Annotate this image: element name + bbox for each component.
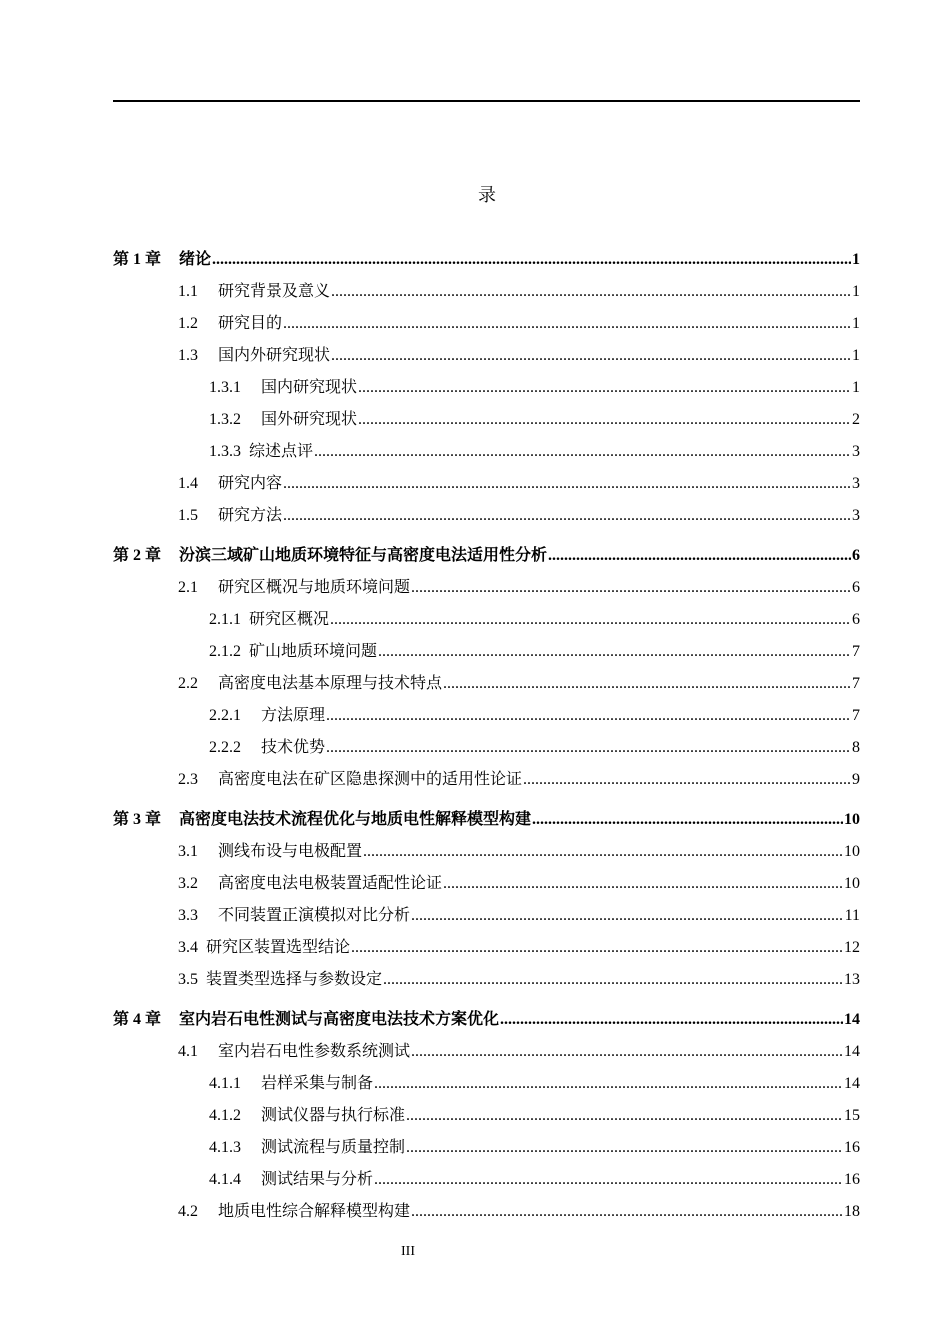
toc-dot-leader [374, 1164, 843, 1196]
toc-dot-leader [374, 1068, 843, 1100]
toc-entry-number: 1.1 [178, 283, 198, 300]
toc-entry-number: 1.5 [178, 507, 198, 524]
toc-entry-title: 国内研究现状 [261, 379, 358, 396]
toc-entry-number: 4.1 [178, 1043, 198, 1060]
toc-entry-title: 汾滨三域矿山地质环境特征与高密度电法适用性分析 [179, 547, 548, 564]
toc-entry-number: 2.1 [178, 579, 198, 596]
toc-section-entry[interactable] [113, 468, 860, 500]
toc-entry-number: 1.3.3 [209, 443, 241, 460]
toc-dot-leader [532, 804, 843, 836]
toc-dot-leader [330, 604, 851, 636]
toc-dot-leader [314, 436, 851, 468]
toc-entry-title: 测试流程与质量控制 [261, 1139, 406, 1156]
toc-entry-number: 第 2 章 [113, 547, 162, 564]
toc-dot-leader [383, 964, 843, 996]
toc-entry-title: 绪论 [179, 251, 212, 268]
toc-entry-title: 研究区概况 [249, 611, 330, 628]
toc-entry-page: 1 [852, 283, 860, 300]
toc-entry-title: 研究背景及意义 [218, 283, 331, 300]
toc-dot-leader [283, 500, 851, 532]
toc-entry-page: 10 [844, 811, 860, 828]
toc-entry-page: 10 [844, 843, 860, 860]
toc-entry-number: 3.3 [178, 907, 198, 924]
toc-subsection-entry[interactable] [113, 1100, 860, 1132]
toc-dot-leader [326, 700, 851, 732]
toc-section-entry[interactable] [113, 308, 860, 340]
toc-entry-number: 1.4 [178, 475, 198, 492]
toc-dot-leader [406, 1100, 843, 1132]
toc-dot-leader [351, 932, 843, 964]
toc-entry-page: 10 [844, 875, 860, 892]
toc-entry-page: 6 [852, 579, 860, 596]
toc-entry-page: 2 [852, 411, 860, 428]
toc-chapter-entry[interactable] [113, 804, 860, 836]
toc-entry-title: 地质电性综合解释模型构建 [218, 1203, 411, 1220]
toc-entry-number: 1.3.1 [209, 379, 241, 396]
toc-entry-page: 6 [852, 611, 860, 628]
toc-entry-number: 1.2 [178, 315, 198, 332]
toc-entry-number: 2.3 [178, 771, 198, 788]
toc-chapter-entry[interactable] [113, 540, 860, 572]
toc-entry-title: 国外研究现状 [261, 411, 358, 428]
toc-entry-title: 测试结果与分析 [261, 1171, 374, 1188]
toc-section-entry[interactable] [113, 1036, 860, 1068]
toc-dot-leader [411, 900, 844, 932]
toc-section-entry[interactable] [113, 668, 860, 700]
toc-entry-number: 2.2.1 [209, 707, 241, 724]
toc-entry-page: 14 [844, 1075, 860, 1092]
toc-entry-number: 第 1 章 [113, 251, 162, 268]
toc-dot-leader [326, 732, 851, 764]
toc-entry-number: 2.1.1 [209, 611, 241, 628]
toc-chapter-entry[interactable] [113, 1004, 860, 1036]
toc-entry-page: 7 [852, 675, 860, 692]
toc-entry-number: 第 4 章 [113, 1011, 162, 1028]
toc-dot-leader [378, 636, 851, 668]
toc-section-entry[interactable] [113, 1196, 860, 1228]
toc-entry-page: 1 [852, 251, 860, 268]
toc-entry-title: 装置类型选择与参数设定 [206, 971, 383, 988]
toc-entry-title: 高密度电法在矿区隐患探测中的适用性论证 [218, 771, 523, 788]
toc-dot-leader [331, 276, 851, 308]
toc-entry-title: 研究方法 [218, 507, 283, 524]
toc-entry-number: 3.5 [178, 971, 198, 988]
toc-dot-leader [283, 468, 851, 500]
toc-entry-number: 4.1.4 [209, 1171, 241, 1188]
toc-dot-leader [358, 404, 851, 436]
toc-entry-title: 测线布设与电极配置 [218, 843, 363, 860]
toc-entry-number: 4.1.1 [209, 1075, 241, 1092]
toc-entry-page: 13 [844, 971, 860, 988]
toc-subsection-entry[interactable] [113, 372, 860, 404]
toc-entry-page: 7 [852, 707, 860, 724]
toc-entry-page: 16 [844, 1139, 860, 1156]
toc-entry-page: 16 [844, 1171, 860, 1188]
toc-entry-title: 高密度电法基本原理与技术特点 [218, 675, 443, 692]
toc-subsection-entry[interactable] [113, 436, 860, 468]
toc-dot-leader [283, 308, 851, 340]
toc-subsection-entry[interactable] [113, 404, 860, 436]
toc-entry-number: 3.2 [178, 875, 198, 892]
header-rule [113, 100, 860, 102]
toc-dot-leader [358, 372, 851, 404]
toc-entry-title: 高密度电法电极装置适配性论证 [218, 875, 443, 892]
toc-dot-leader [331, 340, 851, 372]
toc-entry-page: 14 [844, 1011, 860, 1028]
toc-entry-page: 1 [852, 379, 860, 396]
toc-entry-title: 不同装置正演模拟对比分析 [218, 907, 411, 924]
toc-subsection-entry[interactable] [113, 700, 860, 732]
toc-entry-page: 9 [852, 771, 860, 788]
toc-entry-number: 1.3.2 [209, 411, 241, 428]
toc-dot-leader [411, 1196, 843, 1228]
toc-subsection-entry[interactable] [113, 1132, 860, 1164]
toc-entry-title: 研究目的 [218, 315, 283, 332]
toc-section-entry[interactable] [113, 340, 860, 372]
toc-section-entry[interactable] [113, 868, 860, 900]
toc-section-entry[interactable] [113, 276, 860, 308]
toc-section-entry[interactable] [113, 500, 860, 532]
toc-entry-page: 6 [852, 547, 860, 564]
toc-entry-title: 矿山地质环境问题 [249, 643, 378, 660]
toc-entry-title: 国内外研究现状 [218, 347, 331, 364]
toc-entry-page: 3 [852, 507, 860, 524]
toc-entry-title: 技术优势 [261, 739, 326, 756]
toc-subsection-entry[interactable] [113, 732, 860, 764]
toc-section-entry[interactable] [113, 964, 860, 996]
toc-entry-title: 方法原理 [261, 707, 326, 724]
toc-dot-leader [411, 1036, 843, 1068]
toc-entry-title: 室内岩石电性测试与高密度电法技术方案优化 [179, 1011, 500, 1028]
toc-entry-title: 研究区装置选型结论 [206, 939, 351, 956]
toc-subsection-entry[interactable] [113, 636, 860, 668]
toc-entry-number: 1.3 [178, 347, 198, 364]
toc-subsection-entry[interactable] [113, 604, 860, 636]
toc-section-entry[interactable] [113, 836, 860, 868]
toc-entry-page: 14 [844, 1043, 860, 1060]
toc-entry-number: 4.2 [178, 1203, 198, 1220]
toc-section-entry[interactable] [113, 764, 860, 796]
toc-dot-leader [523, 764, 851, 796]
toc-chapter-entry[interactable] [113, 244, 860, 276]
toc-entry-page: 3 [852, 443, 860, 460]
toc-entry-title: 研究内容 [218, 475, 283, 492]
toc-entry-page: 1 [852, 347, 860, 364]
toc-dot-leader [548, 540, 851, 572]
toc-entry-number: 4.1.2 [209, 1107, 241, 1124]
toc-entry-page: 1 [852, 315, 860, 332]
toc-entry-page: 12 [844, 939, 860, 956]
toc-section-entry[interactable] [113, 900, 860, 932]
page-number: III [401, 1244, 415, 1259]
table-of-contents [113, 244, 860, 1228]
toc-dot-leader [500, 1004, 843, 1036]
toc-entry-number: 2.1.2 [209, 643, 241, 660]
toc-section-entry[interactable] [113, 932, 860, 964]
toc-subsection-entry[interactable] [113, 1164, 860, 1196]
toc-entry-title: 测试仪器与执行标准 [261, 1107, 406, 1124]
toc-entry-title: 研究区概况与地质环境问题 [218, 579, 411, 596]
toc-entry-number: 2.2.2 [209, 739, 241, 756]
toc-title: 录 [478, 185, 496, 205]
toc-entry-number: 4.1.3 [209, 1139, 241, 1156]
toc-section-entry[interactable] [113, 572, 860, 604]
toc-entry-page: 7 [852, 643, 860, 660]
toc-entry-number: 3.4 [178, 939, 198, 956]
toc-dot-leader [443, 868, 843, 900]
toc-entry-number: 2.2 [178, 675, 198, 692]
toc-subsection-entry[interactable] [113, 1068, 860, 1100]
toc-entry-title: 室内岩石电性参数系统测试 [218, 1043, 411, 1060]
toc-entry-title: 岩样采集与制备 [261, 1075, 374, 1092]
toc-dot-leader [212, 244, 851, 276]
toc-dot-leader [411, 572, 851, 604]
toc-dot-leader [363, 836, 843, 868]
toc-entry-page: 8 [852, 739, 860, 756]
toc-dot-leader [443, 668, 851, 700]
toc-entry-page: 18 [844, 1203, 860, 1220]
toc-entry-page: 15 [844, 1107, 860, 1124]
toc-entry-number: 3.1 [178, 843, 198, 860]
toc-entry-page: 3 [852, 475, 860, 492]
toc-dot-leader [406, 1132, 843, 1164]
toc-entry-page: 11 [844, 907, 860, 924]
toc-entry-title: 高密度电法技术流程优化与地质电性解释模型构建 [179, 811, 532, 828]
toc-entry-title: 综述点评 [249, 443, 314, 460]
toc-entry-number: 第 3 章 [113, 811, 162, 828]
